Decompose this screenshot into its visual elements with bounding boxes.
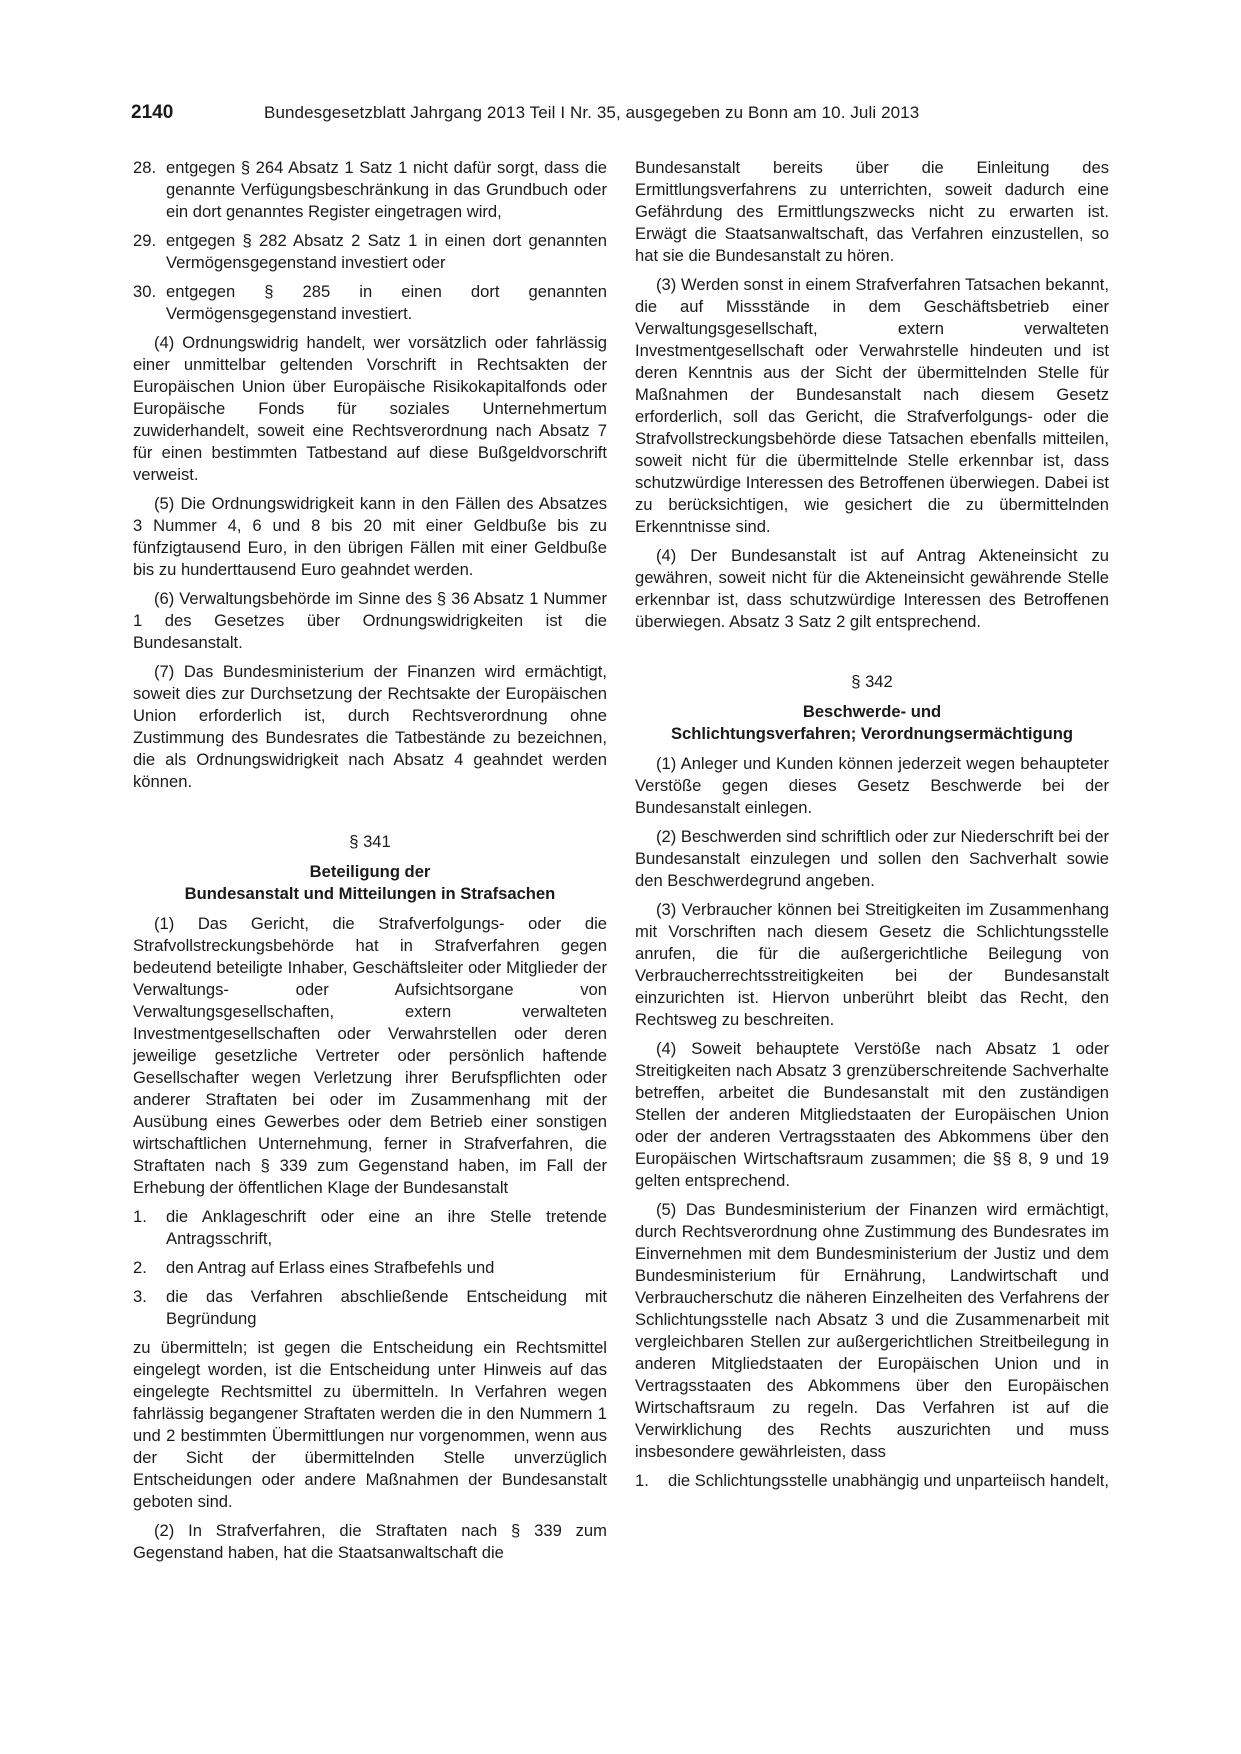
paragraph: (4) Der Bundesanstalt ist auf Antrag Akteneinsicht zu gewähren, soweit nicht für die Akteneinsicht gewährende Stelle erkennbar ist, dass schutzwürdige Interessen des Betroffenen überwiegen. Absatz 3 Satz 2 gilt entsprechend. — [635, 546, 1109, 631]
section-number: § 341 — [349, 832, 391, 851]
paragraph: (3) Werden sonst in einem Strafverfahren Tatsachen bekannt, die auf Missstände in dem Geschäftsbetrieb einer Verwaltungsgesellschaft, extern verwalteten Investmentgesellschaft oder Verwahrstelle hindeuten und ist deren Kenntnis aus der Sicht der übermittelnden Stelle für Maßnahmen der Bundesanstalt nach diesem Gesetz erforderlich, soll das Gericht, die Strafverfolgungs- oder die Strafvollstreckungsbehörde diese Tatsachen ebenfalls mitteilen, soweit nicht für die übermittelnde Stelle erkennbar ist, dass schutzwürdige Interessen des Betroffenen überwiegen. Dabei ist zu berücksichtigen, wie gesichert die zu übermittelnden Erkenntnisse sind. — [635, 275, 1109, 536]
list-item-text: entgegen § 264 Absatz 1 Satz 1 nicht dafür sorgt, dass die genannte Verfügungsbeschränkung in das Grundbuch oder ein dort genanntes Register eingetragen wird, — [166, 158, 607, 221]
paragraph: (6) Verwaltungsbehörde im Sinne des § 36 Absatz 1 Nummer 1 des Gesetzes über Ordnungswidrigkeiten ist die Bundesanstalt. — [133, 589, 607, 652]
list-item-text: die das Verfahren abschließende Entscheidung mit Begründung — [166, 1287, 607, 1328]
paragraph: Bundesanstalt bereits über die Einleitung des Ermittlungsverfahrens zu unterrichten, soweit dadurch eine Gefährdung des Ermittlungszwecks nicht zu erwarten ist. Erwägt die Staatsanwaltschaft, das Verfahren einzustellen, so hat sie die Bundesanstalt zu hören. — [635, 158, 1109, 265]
list-item — [133, 1286, 607, 1330]
list-item-number: 30. — [133, 282, 157, 301]
section-title — [635, 701, 1109, 745]
paragraph: (2) In Strafverfahren, die Straftaten nach § 339 zum Gegenstand haben, hat die Staatsanwaltschaft die — [133, 1521, 607, 1562]
section-title-line: Beschwerde- und — [802, 702, 942, 721]
paragraph: (7) Das Bundesministerium der Finanzen wird ermächtigt, soweit dies zur Durchsetzung der Rechtsakte der Europäischen Union erforderlich ist, durch Rechtsverordnung ohne Zustimmung des Bundesrates die Tatbestände zu bezeichnen, die als Ordnungswidrigkeit nach Absatz 4 geahndet werden können. — [133, 662, 607, 791]
paragraph: (5) Das Bundesministerium der Finanzen wird ermächtigt, durch Rechtsverordnung ohne Zustimmung des Bundesrates im Einvernehmen mit dem Bundesministerium der Justiz und dem Bundesministerium für Ernährung, Landwirtschaft und Verbraucherschutz die näheren Einzelheiten des Verfahrens der Schlichtungsstelle nach Absatz 3 und die Zusammenarbeit mit vergleichbaren Stellen zur außergerichtlichen Streitbeilegung in anderen Mitgliedstaaten der Europäischen Union und in Vertragsstaaten des Abkommens über den Europäischen Wirtschaftsraum zu regeln. Das Verfahren ist auf die Verwirklichung des Rechts auszurichten und muss insbesondere gewährleisten, dass — [635, 1200, 1109, 1461]
list-item — [133, 1206, 607, 1250]
list-item — [133, 1257, 607, 1279]
list-item-text: den Antrag auf Erlass eines Strafbefehls und — [166, 1258, 495, 1277]
list-item-text: die Anklageschrift oder eine an ihre Stelle tretende Antragsschrift, — [166, 1207, 607, 1248]
list-item-number: 3. — [133, 1287, 147, 1306]
page-header — [131, 102, 1111, 128]
right-column — [635, 157, 1109, 1499]
list-item — [133, 230, 607, 274]
paragraph: (4) Ordnungswidrig handelt, wer vorsätzlich oder fahrlässig einer unmittelbar geltenden Vorschrift in Rechtsakten der Europäischen Union über Europäische Risikokapitalfonds oder Europäische Fonds für soziales Unternehmertum zuwiderhandelt, soweit eine Rechtsverordnung nach Absatz 7 für einen bestimmten Tatbestand auf diese Bußgeldvorschrift verweist. — [133, 333, 607, 484]
paragraph: (1) Das Gericht, die Strafverfolgungs- oder die Strafvollstreckungsbehörde hat in Strafverfahren gegen bedeutend beteiligte Inhaber, Geschäftsleiter oder Mitglieder der Verwaltungs- oder Aufsichtsorgane von Verwaltungsgesellschaften, extern verwalteten Investmentgesellschaften oder Verwahrstellen oder deren jeweilige gesetzliche Vertreter oder persönlich haftende Gesellschafter wegen Verletzung ihrer Berufspflichten oder anderer Straftaten bei oder im Zusammenhang mit der Ausübung eines Gewerbes oder dem Betrieb einer sonstigen wirtschaftlichen Unternehmung, ferner in Strafverfahren, die Straftaten nach § 339 zum Gegenstand haben, im Fall der Erhebung der öffentlichen Klage der Bundesanstalt — [133, 914, 607, 1197]
section-title-line: Bundesanstalt und Mitteilungen in Strafsachen — [184, 884, 556, 903]
paragraph: (5) Die Ordnungswidrigkeit kann in den Fällen des Absatzes 3 Nummer 4, 6 und 8 bis 20 mit einer Geldbuße bis zu fünfzigtausend Euro, in den übrigen Fällen mit einer Geldbuße bis zu hunderttausend Euro geahndet werden. — [133, 494, 607, 579]
list-item — [635, 1470, 1109, 1492]
list-item-number: 1. — [635, 1471, 649, 1490]
list-item — [133, 281, 607, 325]
page-number: 2140 — [131, 102, 174, 123]
section-title-line: Schlichtungsverfahren; Verordnungsermächtigung — [670, 724, 1073, 743]
paragraph: (3) Verbraucher können bei Streitigkeiten im Zusammenhang mit Vorschriften nach diesem Gesetz die Schlichtungsstelle anrufen, die für die außergerichtliche Beilegung von Verbraucherrechtsstreitigkeiten bei der Bundesanstalt einzurichten ist. Hiervon unberührt bleibt das Recht, den Rechtsweg zu beschreiten. — [635, 900, 1109, 1029]
section-number: § 342 — [851, 672, 893, 691]
section-title-line: Beteiligung der — [309, 862, 431, 881]
list-item-number: 29. — [133, 231, 157, 250]
list-item-number: 28. — [133, 158, 157, 177]
list-item-number: 2. — [133, 1258, 147, 1277]
paragraph: zu übermitteln; ist gegen die Entscheidung ein Rechtsmittel eingelegt worden, ist die Entscheidung unter Hinweis auf das eingelegte Rechtsmittel zu übermitteln. In Verfahren wegen fahrlässig begangener Straftaten werden die in den Nummern 1 und 2 bestimmten Übermittlungen nur vorgenommen, wenn aus der Sicht der übermittelnden Stelle unverzüglich Entscheidungen oder andere Maßnahmen der Bundesanstalt geboten sind. — [133, 1338, 607, 1511]
list-item — [133, 157, 607, 223]
list-item-text: die Schlichtungsstelle unabhängig und unparteiisch handelt, — [668, 1471, 1109, 1490]
left-column — [133, 157, 607, 1571]
paragraph: (2) Beschwerden sind schriftlich oder zur Niederschrift bei der Bundesanstalt einzulegen und sollen den Sachverhalt sowie den Beschwerdegrund angeben. — [635, 827, 1109, 890]
paragraph: (4) Soweit behauptete Verstöße nach Absatz 1 oder Streitigkeiten nach Absatz 3 grenzüberschreitende Sachverhalte betreffen, arbeitet die Bundesanstalt mit den zuständigen Stellen der anderen Mitgliedstaaten der Europäischen Union oder der anderen Vertragsstaaten des Abkommens über den Europäischen Wirtschaftsraum zusammen; die §§ 8, 9 und 19 gelten entsprechend. — [635, 1039, 1109, 1190]
running-head: Bundesgesetzblatt Jahrgang 2013 Teil I Nr. 35, ausgegeben zu Bonn am 10. Juli 2013 — [264, 103, 920, 122]
paragraph: (1) Anleger und Kunden können jederzeit wegen behaupteter Verstöße gegen dieses Gesetz Beschwerde bei der Bundesanstalt einlegen. — [635, 754, 1109, 817]
section-title — [133, 861, 607, 905]
list-item-number: 1. — [133, 1207, 147, 1226]
list-item-text: entgegen § 285 in einen dort genannten Vermögensgegenstand investiert. — [166, 282, 607, 323]
list-item-text: entgegen § 282 Absatz 2 Satz 1 in einen dort genannten Vermögensgegenstand investiert oder — [166, 231, 607, 272]
